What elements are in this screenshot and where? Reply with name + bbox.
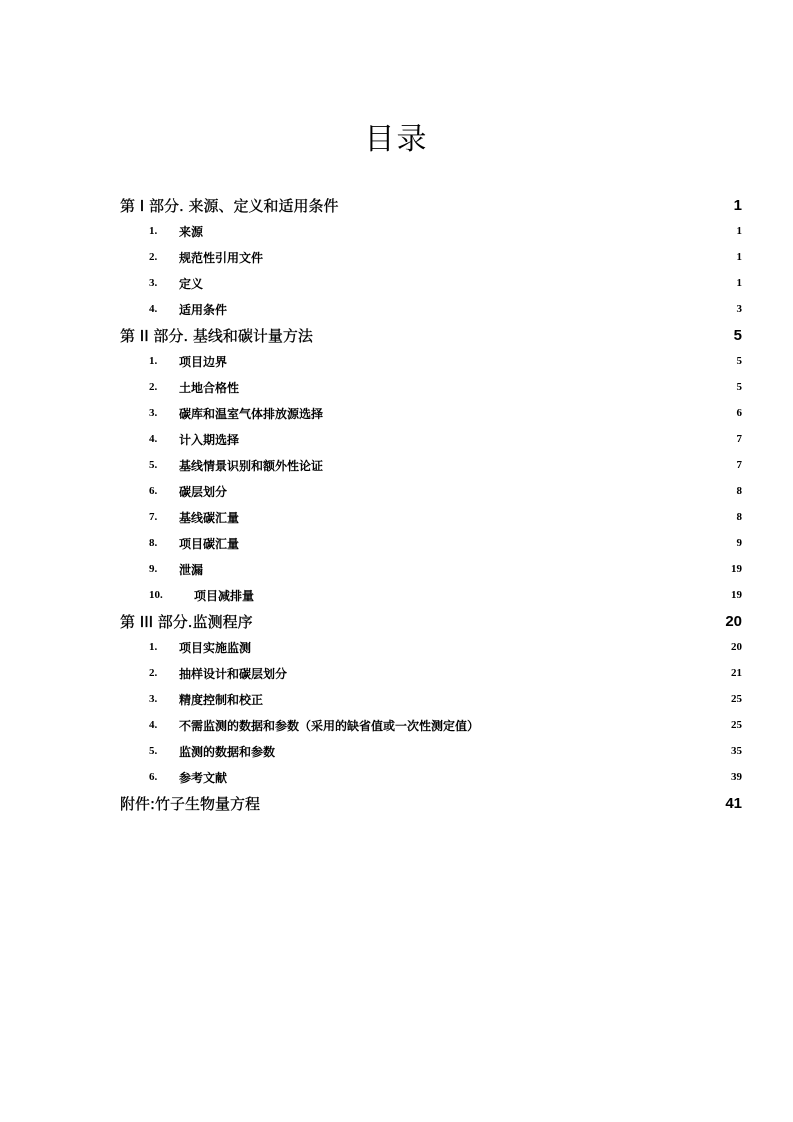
toc-item-number: 4.	[149, 303, 158, 315]
table-of-contents	[120, 192, 742, 816]
toc-item[interactable]	[120, 712, 742, 738]
toc-item-text: 基线碳汇量	[179, 510, 240, 525]
toc-item-number: 6.	[149, 485, 158, 497]
toc-item[interactable]	[120, 244, 742, 270]
toc-item[interactable]	[120, 426, 742, 452]
toc-item-page: 19	[731, 589, 742, 601]
toc-item-number: 1.	[149, 641, 158, 653]
toc-item[interactable]	[120, 348, 742, 374]
toc-item-page: 6	[736, 407, 742, 419]
toc-item-page: 5	[736, 355, 742, 367]
toc-item-page: 20	[731, 641, 742, 653]
toc-item-text: 不需监测的数据和参数（采用的缺省值或一次性测定值）	[179, 718, 480, 733]
toc-part-page: 20	[725, 612, 742, 630]
toc-part-label: 第 I 部分. 来源、定义和适用条件	[120, 196, 339, 215]
toc-item-number: 2.	[149, 667, 158, 679]
toc-item-number: 4.	[149, 433, 158, 445]
toc-item[interactable]	[120, 738, 742, 764]
toc-item-text: 碳层划分	[179, 484, 228, 499]
toc-item[interactable]	[120, 218, 742, 244]
toc-item[interactable]	[120, 634, 742, 660]
toc-part-label: 附件:竹子生物量方程	[120, 794, 261, 813]
toc-item-text: 规范性引用文件	[179, 250, 264, 265]
toc-item-page: 9	[736, 537, 742, 549]
toc-item-number: 6.	[149, 771, 158, 783]
toc-item-text: 监测的数据和参数	[179, 744, 276, 759]
toc-part-2[interactable]	[120, 322, 742, 348]
page-title: 目录	[364, 122, 429, 157]
toc-item-number: 5.	[149, 459, 158, 471]
toc-item-text: 基线情景识别和额外性论证	[179, 458, 324, 473]
toc-item-number: 3.	[149, 693, 158, 705]
toc-item-number: 10.	[149, 589, 163, 601]
toc-item-number: 3.	[149, 277, 158, 289]
toc-item-page: 3	[736, 303, 742, 315]
toc-item[interactable]	[120, 582, 742, 608]
toc-item-page: 35	[731, 745, 742, 757]
toc-item-page: 7	[736, 459, 742, 471]
toc-item-text: 精度控制和校正	[179, 692, 264, 707]
toc-item[interactable]	[120, 296, 742, 322]
toc-item[interactable]	[120, 686, 742, 712]
toc-item-page: 21	[731, 667, 742, 679]
toc-part-label: 第 III 部分.监测程序	[120, 612, 253, 631]
toc-item-number: 1.	[149, 225, 158, 237]
toc-item[interactable]	[120, 660, 742, 686]
toc-item[interactable]	[120, 530, 742, 556]
toc-item-number: 8.	[149, 537, 158, 549]
toc-item-text: 适用条件	[179, 302, 228, 317]
toc-item-text: 碳库和温室气体排放源选择	[179, 406, 324, 421]
toc-item-number: 9.	[149, 563, 158, 575]
toc-item-text: 土地合格性	[179, 380, 240, 395]
toc-item-text: 参考文献	[179, 770, 228, 785]
toc-item-page: 39	[731, 771, 742, 783]
toc-item[interactable]	[120, 374, 742, 400]
toc-item-number: 5.	[149, 745, 158, 757]
toc-item-text: 项目实施监测	[179, 640, 252, 655]
toc-item-text: 计入期选择	[179, 432, 240, 447]
toc-item-text: 定义	[179, 276, 204, 291]
toc-item-page: 1	[736, 277, 742, 289]
toc-item[interactable]	[120, 452, 742, 478]
toc-item-page: 5	[736, 381, 742, 393]
toc-item-page: 1	[736, 251, 742, 263]
toc-appendix[interactable]	[120, 790, 742, 816]
toc-item-number: 2.	[149, 381, 158, 393]
toc-item-text: 来源	[179, 224, 204, 239]
toc-item-page: 8	[736, 511, 742, 523]
toc-part-page: 1	[733, 196, 742, 214]
toc-part-page: 5	[733, 326, 742, 344]
toc-item-page: 8	[736, 485, 742, 497]
toc-item-number: 3.	[149, 407, 158, 419]
toc-item-page: 1	[736, 225, 742, 237]
toc-item-text: 泄漏	[179, 562, 204, 577]
toc-item[interactable]	[120, 504, 742, 530]
toc-item[interactable]	[120, 764, 742, 790]
toc-item-text: 项目碳汇量	[179, 536, 240, 551]
toc-item-text: 项目边界	[179, 354, 228, 369]
toc-item-text: 项目减排量	[194, 588, 255, 603]
toc-part-page: 41	[725, 794, 742, 812]
toc-item[interactable]	[120, 478, 742, 504]
toc-item-page: 19	[731, 563, 742, 575]
toc-item-page: 25	[731, 719, 742, 731]
toc-part-label: 第 II 部分. 基线和碳计量方法	[120, 326, 313, 345]
toc-item-page: 25	[731, 693, 742, 705]
toc-item-number: 1.	[149, 355, 158, 367]
toc-item[interactable]	[120, 400, 742, 426]
toc-item-page: 7	[736, 433, 742, 445]
toc-part-3[interactable]	[120, 608, 742, 634]
toc-item-number: 2.	[149, 251, 158, 263]
toc-item[interactable]	[120, 270, 742, 296]
toc-part-1[interactable]	[120, 192, 742, 218]
toc-item-number: 7.	[149, 511, 158, 523]
toc-item[interactable]	[120, 556, 742, 582]
toc-item-number: 4.	[149, 719, 158, 731]
toc-item-text: 抽样设计和碳层划分	[179, 666, 288, 681]
